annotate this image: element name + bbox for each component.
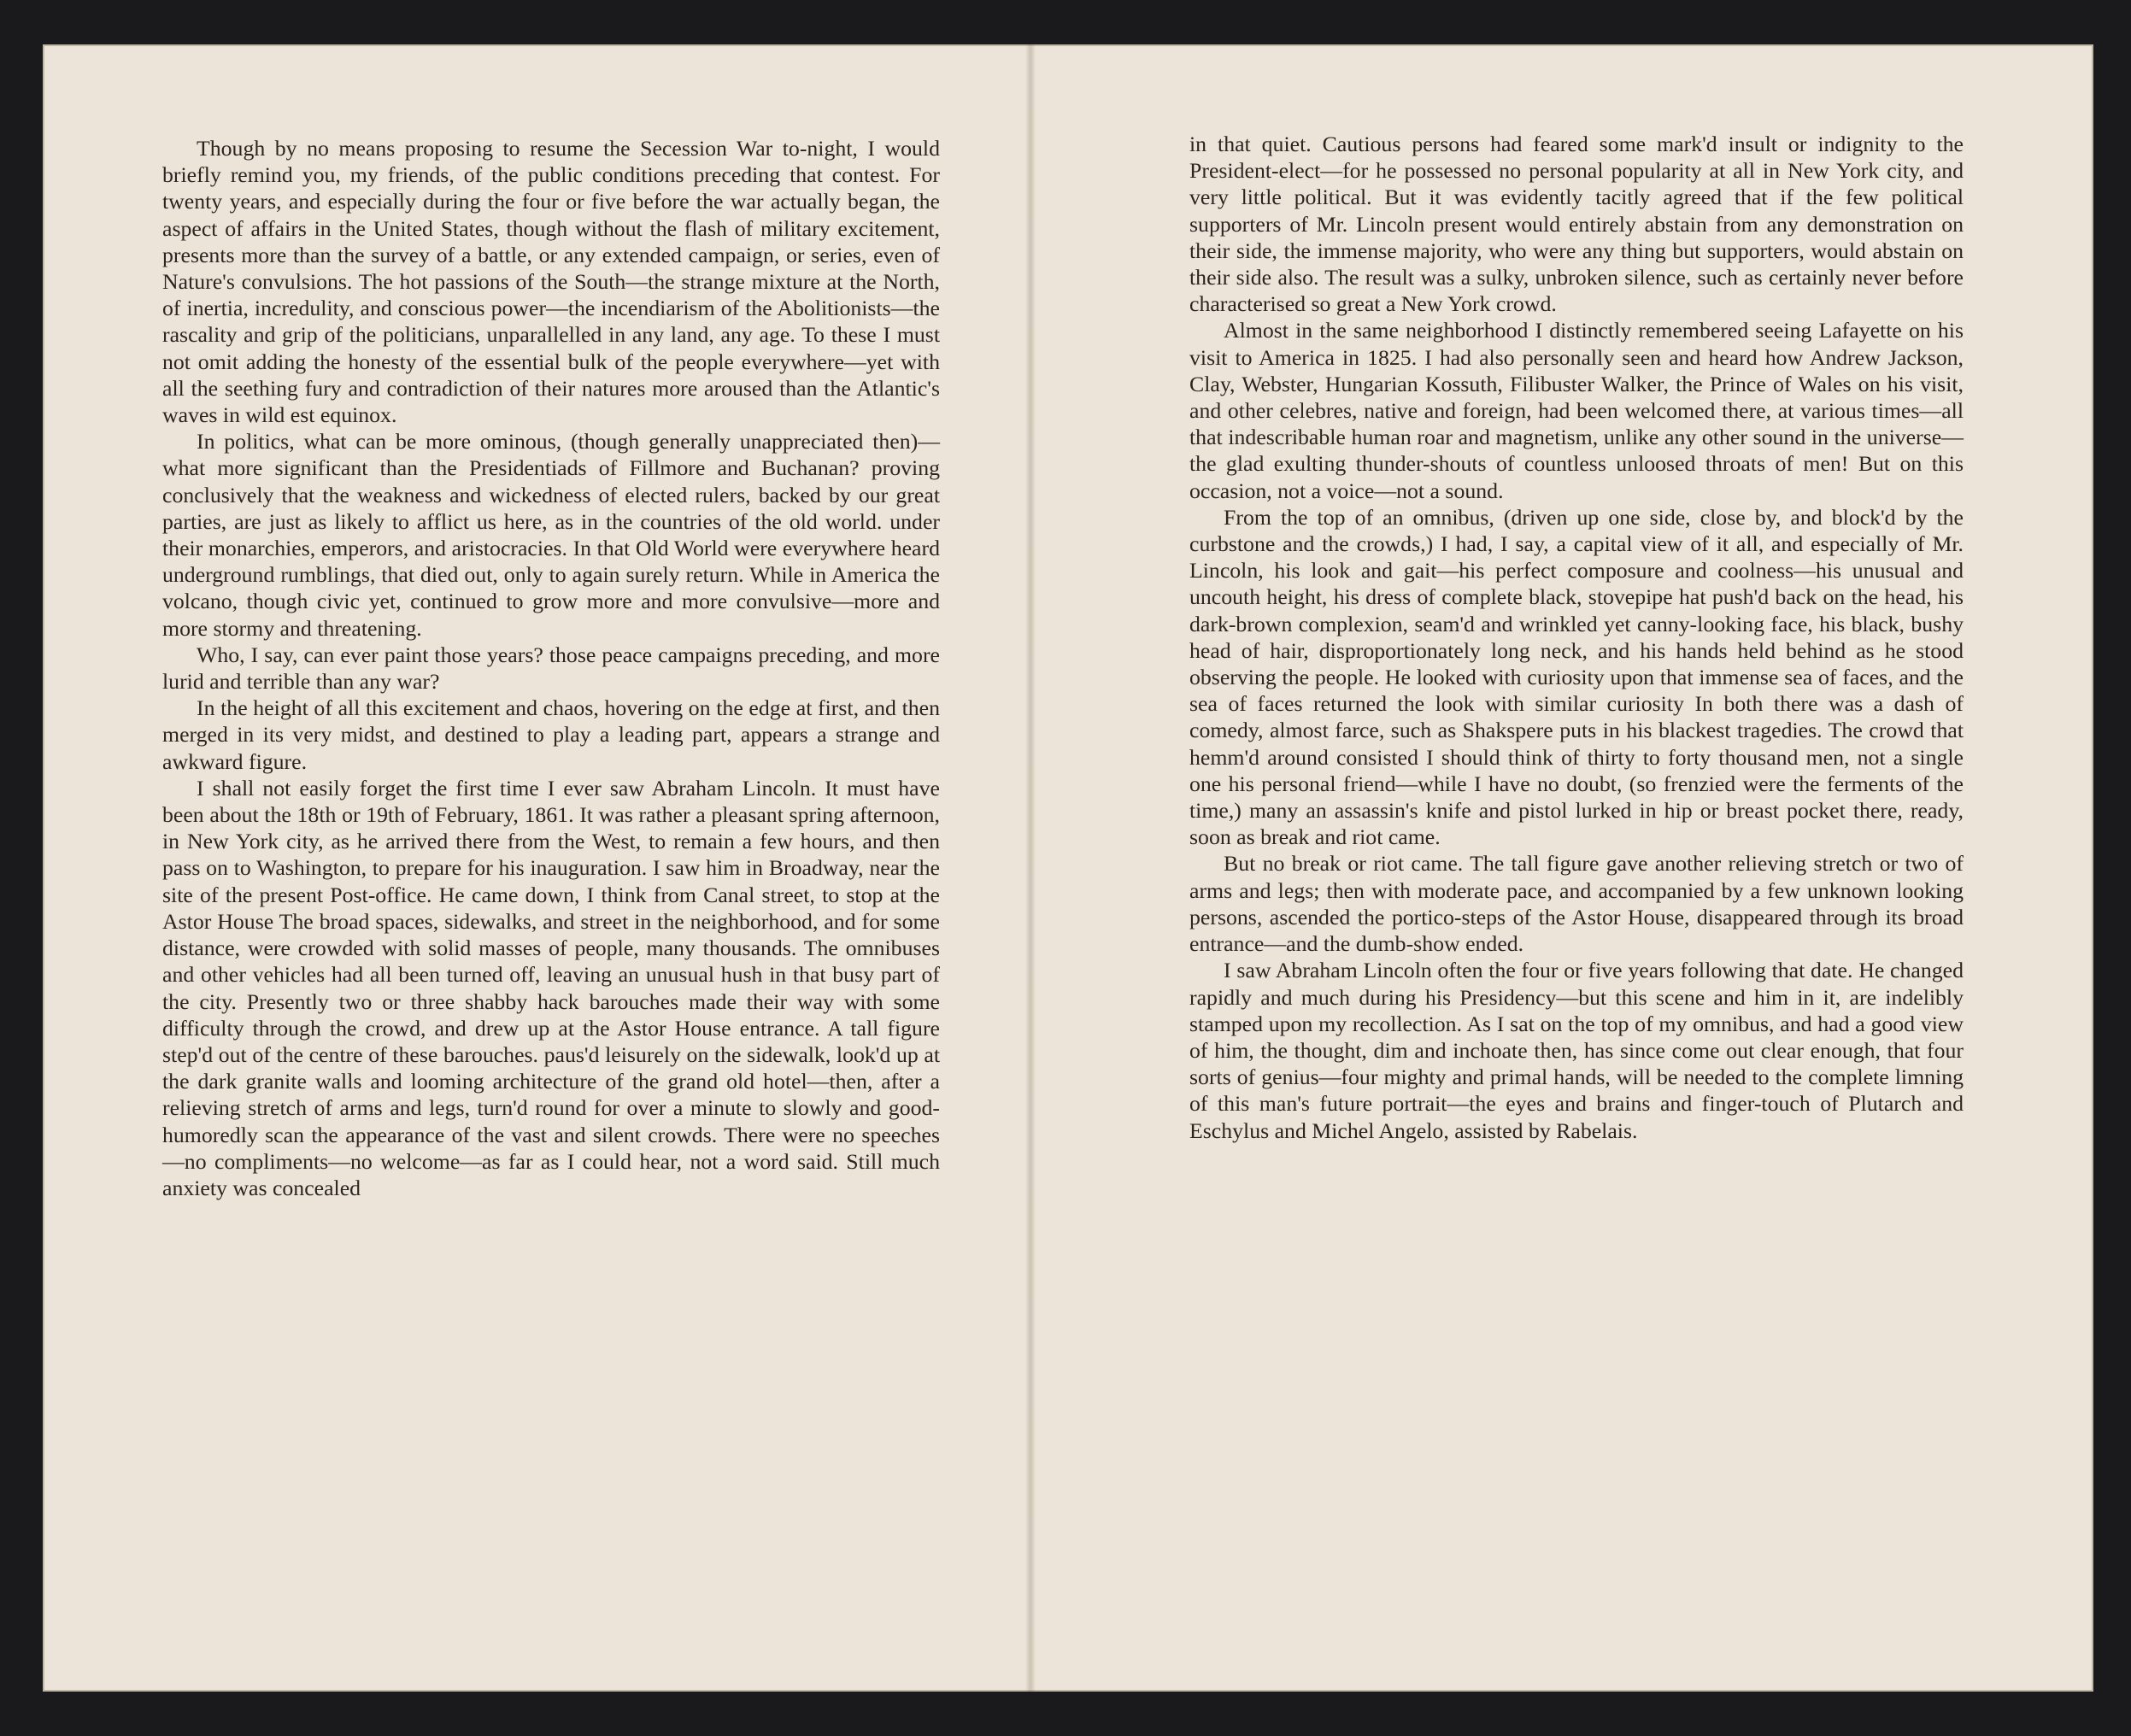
page-fold [1025, 44, 1036, 1692]
paragraph: In the height of all this excitement and chaos, hovering on the edge at first, and then merged in its very midst, and destined to play a leading part, appears a strange and awkward figure. [162, 695, 940, 774]
left-page [162, 135, 940, 1201]
right-page [1189, 131, 1964, 1144]
paragraph: I shall not easily forget the first time I ever saw Abraham Lincoln. It must have been about the 18th or 19th of February, 1861. It was rather a pleasant spring afternoon, in New York city, as he arrived there from the West, to remain a few hours, and then pass on to Washington, to prepare for his inauguration. I saw him in Broadway, near the site of the present Post-office. He came down, I think from Canal street, to stop at the Astor House The broad spaces, sidewalks, and street in the neighborhood, and for some distance, were crowded with solid masses of people, many thousands. The omnibuses and other vehicles had all been turned off, leaving an unusual hush in that busy part of the city. Presently two or three shabby hack barouches made their way with some difficulty through the crowd, and drew up at the Astor House entrance. A tall figure step'd out of the centre of these barouches. paus'd leisurely on the sidewalk, look'd up at the dark granite walls and looming architecture of the grand old hotel—then, after a relieving stretch of arms and legs, turn'd round for over a minute to slowly and good-humoredly scan the appearance of the vast and silent crowds. There were no speeches—no compliments—no welcome—as far as I could hear, not a word said. Still much anxiety was concealed [162, 775, 940, 1200]
paragraph: Almost in the same neighborhood I distinctly remembered seeing Lafayette on his visit to America in 1825. I had also personally seen and heard how Andrew Jackson, Clay, Webster, Hungarian Kossuth, Filibuster Walker, the Prince of Wales on his visit, and other celebres, native and foreign, had been welcomed there, at various times—all that indescribable human roar and magnetism, unlike any other sound in the universe—the glad exulting thunder-shouts of countless unloosed throats of men! But on this occasion, not a voice—not a sound. [1189, 318, 1964, 503]
paragraph: Though by no means proposing to resume the Secession War to-night, I would briefly remind you, my friends, of the public conditions preceding that contest. For twenty years, and especially during the four or five before the war actually began, the aspect of affairs in the United States, though without the flash of military excitement, presents more than the survey of a battle, or any extended campaign, or series, even of Nature's convulsions. The hot passions of the South—the strange mixture at the North, of inertia, incredulity, and conscious power—the incendiarism of the Abolitionists—the rascality and grip of the politicians, unparallelled in any land, any age. To these I must not omit adding the honesty of the essential bulk of the people everywhere—yet with all the seething fury and contradiction of their natures more aroused than the Atlantic's waves in wild est equinox. [162, 136, 940, 428]
paragraph: From the top of an omnibus, (driven up one side, close by, and block'd by the curbstone and the crowds,) I had, I say, a capital view of it all, and especially of Mr. Lincoln, his look and gait—his perfect composure and coolness—his unusual and uncouth height, his dress of complete black, stovepipe hat push'd back on the head, his dark-brown complexion, seam'd and wrinkled yet canny-looking face, his black, bushy head of hair, disproportionately long neck, and his hands held behind as he stood observing the people. He looked with curiosity upon that immense sea of faces, and the sea of faces returned the look with similar curiosity In both there was a dash of comedy, almost farce, such as Shakspere puts in his blackest tragedies. The crowd that hemm'd around consisted I should think of thirty to forty thousand men, not a single one his personal friend—while I have no doubt, (so frenzied were the ferments of the time,) many an assassin's knife and pistol lurked in hip or breast pocket there, ready, soon as break and riot came. [1189, 504, 1964, 850]
paragraph: I saw Abraham Lincoln often the four or five years following that date. He changed rapidly and much during his Presidency—but this scene and him in it, are indelibly stamped upon my recollection. As I sat on the top of my omnibus, and had a good view of him, the thought, dim and inchoate then, has since come out clear enough, that four sorts of genius—four mighty and primal hands, will be needed to the complete limning of this man's future portrait—the eyes and brains and finger-touch of Plutarch and Eschylus and Michel Angelo, assisted by Rabelais. [1189, 958, 1964, 1143]
paragraph: In politics, what can be more ominous, (though generally unappreciated then)—what more significant than the Presidentiads of Fillmore and Buchanan? proving conclusively that the weakness and wickedness of elected rulers, backed by our great parties, are just as likely to afflict us here, as in the countries of the old world. under their monarchies, emperors, and aristocracies. In that Old World were everywhere heard underground rumblings, that died out, only to again surely return. While in America the volcano, though civic yet, continued to grow more and more convulsive—more and more stormy and threatening. [162, 429, 940, 641]
paragraph-continuation: in that quiet. Cautious persons had feared some mark'd insult or indignity to the President-elect—for he possessed no personal popularity at all in New York city, and very little political. But it was evidently tacitly agreed that if the few political supporters of Mr. Lincoln present would entirely abstain from any demonstration on their side, the immense majority, who were any thing but supporters, would abstain on their side also. The result was a sulky, unbroken silence, such as certainly never before characterised so great a New York crowd. [1189, 132, 1964, 317]
paragraph: But no break or riot came. The tall figure gave another relieving stretch or two of arms and legs; then with moderate pace, and accompanied by a few unknown looking persons, ascended the portico-steps of the Astor House, disappeared through its broad entrance—and the dumb-show ended. [1189, 851, 1964, 957]
paragraph: Who, I say, can ever paint those years? those peace campaigns preceding, and more lurid and terrible than any war? [162, 642, 940, 695]
